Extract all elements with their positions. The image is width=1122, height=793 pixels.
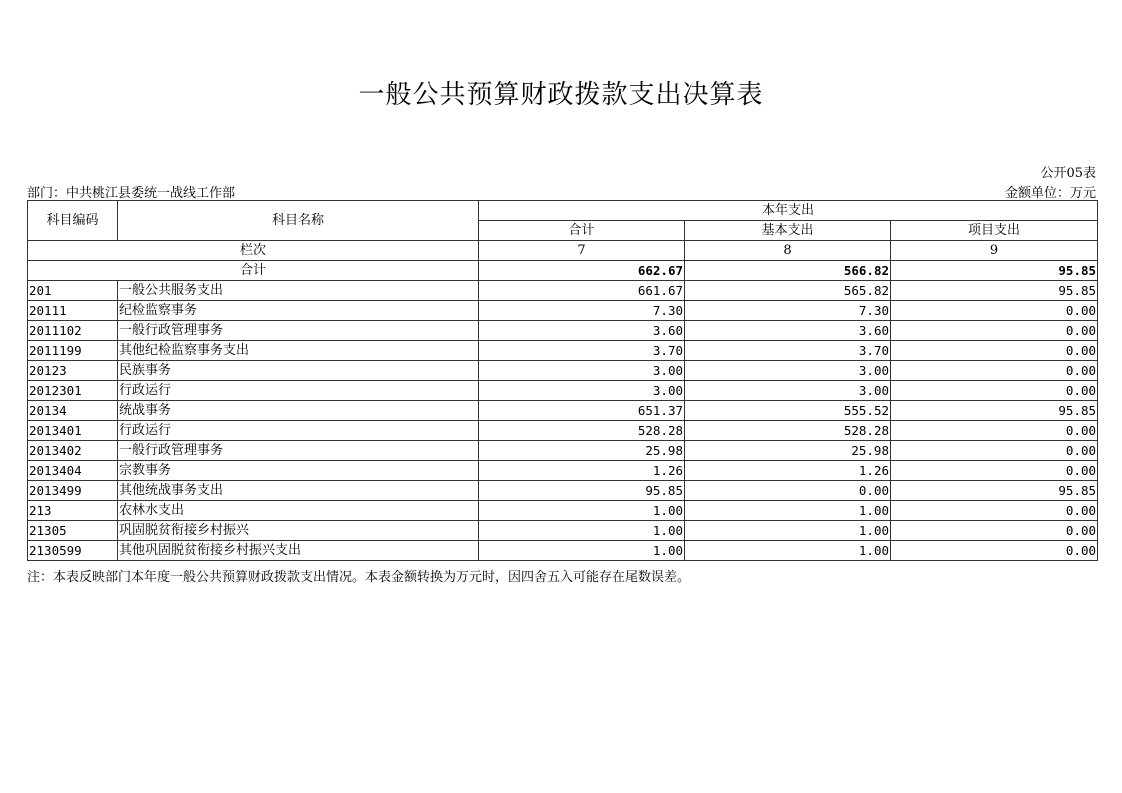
row-name: 宗教事务 — [118, 461, 479, 481]
budget-table — [27, 200, 1098, 561]
row-code: 2130599 — [28, 541, 118, 561]
total-row-project: 95.85 — [891, 261, 1098, 281]
row-code: 20123 — [28, 361, 118, 381]
form-number: 公开05表 — [1040, 166, 1096, 181]
row-total: 528.28 — [479, 421, 685, 441]
total-row-total: 662.67 — [479, 261, 685, 281]
row-name: 行政运行 — [118, 381, 479, 401]
row-code: 2012301 — [28, 381, 118, 401]
row-total: 1.26 — [479, 461, 685, 481]
table-row — [28, 321, 1098, 341]
header-project: 项目支出 — [891, 221, 1098, 241]
row-name: 行政运行 — [118, 421, 479, 441]
row-code: 20134 — [28, 401, 118, 421]
row-name: 民族事务 — [118, 361, 479, 381]
row-total: 661.67 — [479, 281, 685, 301]
row-total: 95.85 — [479, 481, 685, 501]
row-project: 95.85 — [891, 281, 1098, 301]
row-total: 651.37 — [479, 401, 685, 421]
row-project: 0.00 — [891, 381, 1098, 401]
table-row — [28, 361, 1098, 381]
header-total: 合计 — [479, 221, 685, 241]
row-code: 2011199 — [28, 341, 118, 361]
row-project: 0.00 — [891, 321, 1098, 341]
column-index-9: 9 — [891, 241, 1098, 261]
row-code: 201 — [28, 281, 118, 301]
row-project: 0.00 — [891, 541, 1098, 561]
row-code: 2011102 — [28, 321, 118, 341]
total-row-basic: 566.82 — [685, 261, 891, 281]
table-row — [28, 501, 1098, 521]
table-row — [28, 461, 1098, 481]
row-project: 0.00 — [891, 461, 1098, 481]
table-row — [28, 521, 1098, 541]
row-basic: 1.26 — [685, 461, 891, 481]
row-total: 3.00 — [479, 361, 685, 381]
row-project: 0.00 — [891, 501, 1098, 521]
row-name: 一般行政管理事务 — [118, 441, 479, 461]
header-basic: 基本支出 — [685, 221, 891, 241]
row-name: 一般公共服务支出 — [118, 281, 479, 301]
row-basic: 3.00 — [685, 361, 891, 381]
table-row — [28, 481, 1098, 501]
row-project: 0.00 — [891, 421, 1098, 441]
row-project: 0.00 — [891, 361, 1098, 381]
row-project: 0.00 — [891, 341, 1098, 361]
page-title: 一般公共预算财政拨款支出决算表 — [358, 80, 764, 110]
row-project: 0.00 — [891, 521, 1098, 541]
row-total: 3.00 — [479, 381, 685, 401]
row-code: 2013404 — [28, 461, 118, 481]
row-project: 95.85 — [891, 401, 1098, 421]
row-name: 巩固脱贫衔接乡村振兴 — [118, 521, 479, 541]
row-project: 0.00 — [891, 441, 1098, 461]
row-basic: 0.00 — [685, 481, 891, 501]
row-basic: 3.70 — [685, 341, 891, 361]
amount-unit-label: 金额单位：万元 — [1004, 186, 1096, 201]
row-name: 其他巩固脱贫衔接乡村振兴支出 — [118, 541, 479, 561]
row-total: 1.00 — [479, 541, 685, 561]
row-name: 农林水支出 — [118, 501, 479, 521]
row-project: 95.85 — [891, 481, 1098, 501]
row-code: 2013499 — [28, 481, 118, 501]
row-name: 一般行政管理事务 — [118, 321, 479, 341]
header-name: 科目名称 — [118, 201, 479, 241]
column-index-label: 栏次 — [28, 241, 479, 261]
table-row — [28, 341, 1098, 361]
header-code: 科目编码 — [28, 201, 118, 241]
row-code: 2013401 — [28, 421, 118, 441]
row-basic: 555.52 — [685, 401, 891, 421]
row-code: 213 — [28, 501, 118, 521]
total-row-label: 合计 — [28, 261, 479, 281]
row-project: 0.00 — [891, 301, 1098, 321]
header-year-spend: 本年支出 — [479, 201, 1098, 221]
table-row — [28, 421, 1098, 441]
row-basic: 565.82 — [685, 281, 891, 301]
row-basic: 7.30 — [685, 301, 891, 321]
row-basic: 1.00 — [685, 501, 891, 521]
row-name: 纪检监察事务 — [118, 301, 479, 321]
row-total: 1.00 — [479, 521, 685, 541]
total-row — [28, 261, 1098, 281]
table-row — [28, 381, 1098, 401]
row-name: 统战事务 — [118, 401, 479, 421]
row-name: 其他纪检监察事务支出 — [118, 341, 479, 361]
row-name: 其他统战事务支出 — [118, 481, 479, 501]
row-total: 7.30 — [479, 301, 685, 321]
table-row — [28, 441, 1098, 461]
row-total: 1.00 — [479, 501, 685, 521]
row-code: 20111 — [28, 301, 118, 321]
column-index-8: 8 — [685, 241, 891, 261]
table-row — [28, 401, 1098, 421]
department-label: 部门：中共桃江县委统一战线工作部 — [27, 186, 236, 201]
row-code: 21305 — [28, 521, 118, 541]
row-total: 3.60 — [479, 321, 685, 341]
row-total: 3.70 — [479, 341, 685, 361]
row-total: 25.98 — [479, 441, 685, 461]
footnote: 注：本表反映部门本年度一般公共预算财政拨款支出情况。本表金额转换为万元时，因四舍五入可能存在尾数误差。 — [27, 570, 691, 585]
row-basic: 528.28 — [685, 421, 891, 441]
row-code: 2013402 — [28, 441, 118, 461]
table-row — [28, 301, 1098, 321]
row-basic: 1.00 — [685, 541, 891, 561]
row-basic: 25.98 — [685, 441, 891, 461]
table-row — [28, 541, 1098, 561]
row-basic: 1.00 — [685, 521, 891, 541]
table-row — [28, 281, 1098, 301]
column-index-7: 7 — [479, 241, 685, 261]
row-basic: 3.60 — [685, 321, 891, 341]
row-basic: 3.00 — [685, 381, 891, 401]
